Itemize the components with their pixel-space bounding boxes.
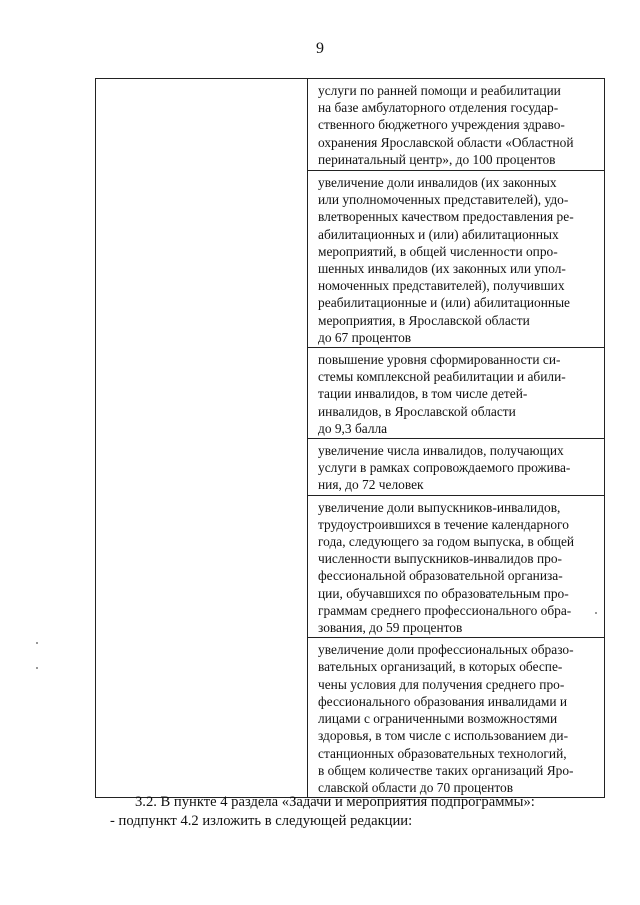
cell-text: увеличение доли инвалидов (их законных или уполномоченных представителей), удо- влетворенных качеством предоставления ре- абилитационных и (или) абилитационных мероприятий, в общей численности опро- шенных инвалидов (их законных или упол- номоченных представителей), получивших реабилитационные и (или) абилитационные мероприятия, в Ярославской области до 67 процентов (318, 175, 574, 345)
table-cell (308, 171, 605, 348)
cell-text: увеличение доли профессиональных образо- вательных организаций, в которых обеспе- чены условия для получения среднего про- фессионального образования инвалидами и лицами с ограниченными возможностями здоровья, в том числе с использованием ди- станционных образовательных технологий, в общем количестве таких организаций Яро- славской области до 70 процентов (318, 642, 574, 795)
cell-text: повышение уровня сформированности си- стемы комплексной реабилитации и абили- тации инвалидов, в том числе детей- инвалидов, в Ярославской области до 9,3 балла (318, 352, 566, 436)
table-cell (308, 439, 605, 496)
scan-speck (36, 642, 38, 644)
table-cell (308, 638, 605, 798)
cell-text: увеличение доли выпускников-инвалидов, трудоустроившихся в течение календарного года, следующего за годом выпуска, в общей численности выпускников-инвалидов про- фессиональной образовательной организа- ции, обучавшихся по образовательным про- граммам среднего профессионального обра- зования, до 59 процентов (318, 499, 575, 636)
table-cell (308, 348, 605, 439)
page-number: 9 (316, 40, 324, 57)
paragraph-subitem: - подпункт 4.2 изложить в следующей редакции: (110, 813, 413, 829)
table-left-cell (96, 79, 308, 798)
cell-text: услуги по ранней помощи и реабилитации на базе амбулаторного отделения государ- ственного бюджетного учреждения здраво- охранения Ярославской области «Областной перинатальный центр», до 100 процентов (318, 83, 574, 167)
table-row (96, 79, 605, 171)
paragraph-3-2: 3.2. В пункте 4 раздела «Задачи и мероприятия подпрограммы»: (135, 794, 535, 810)
scan-speck (595, 612, 597, 614)
cell-text: увеличение числа инвалидов, получающих услуги в рамках сопровождаемого прожива- ния, до 72 человек (318, 443, 571, 493)
table-cell (308, 495, 605, 638)
scan-speck (36, 667, 38, 669)
table-cell (308, 79, 605, 171)
indicators-table (95, 78, 605, 798)
